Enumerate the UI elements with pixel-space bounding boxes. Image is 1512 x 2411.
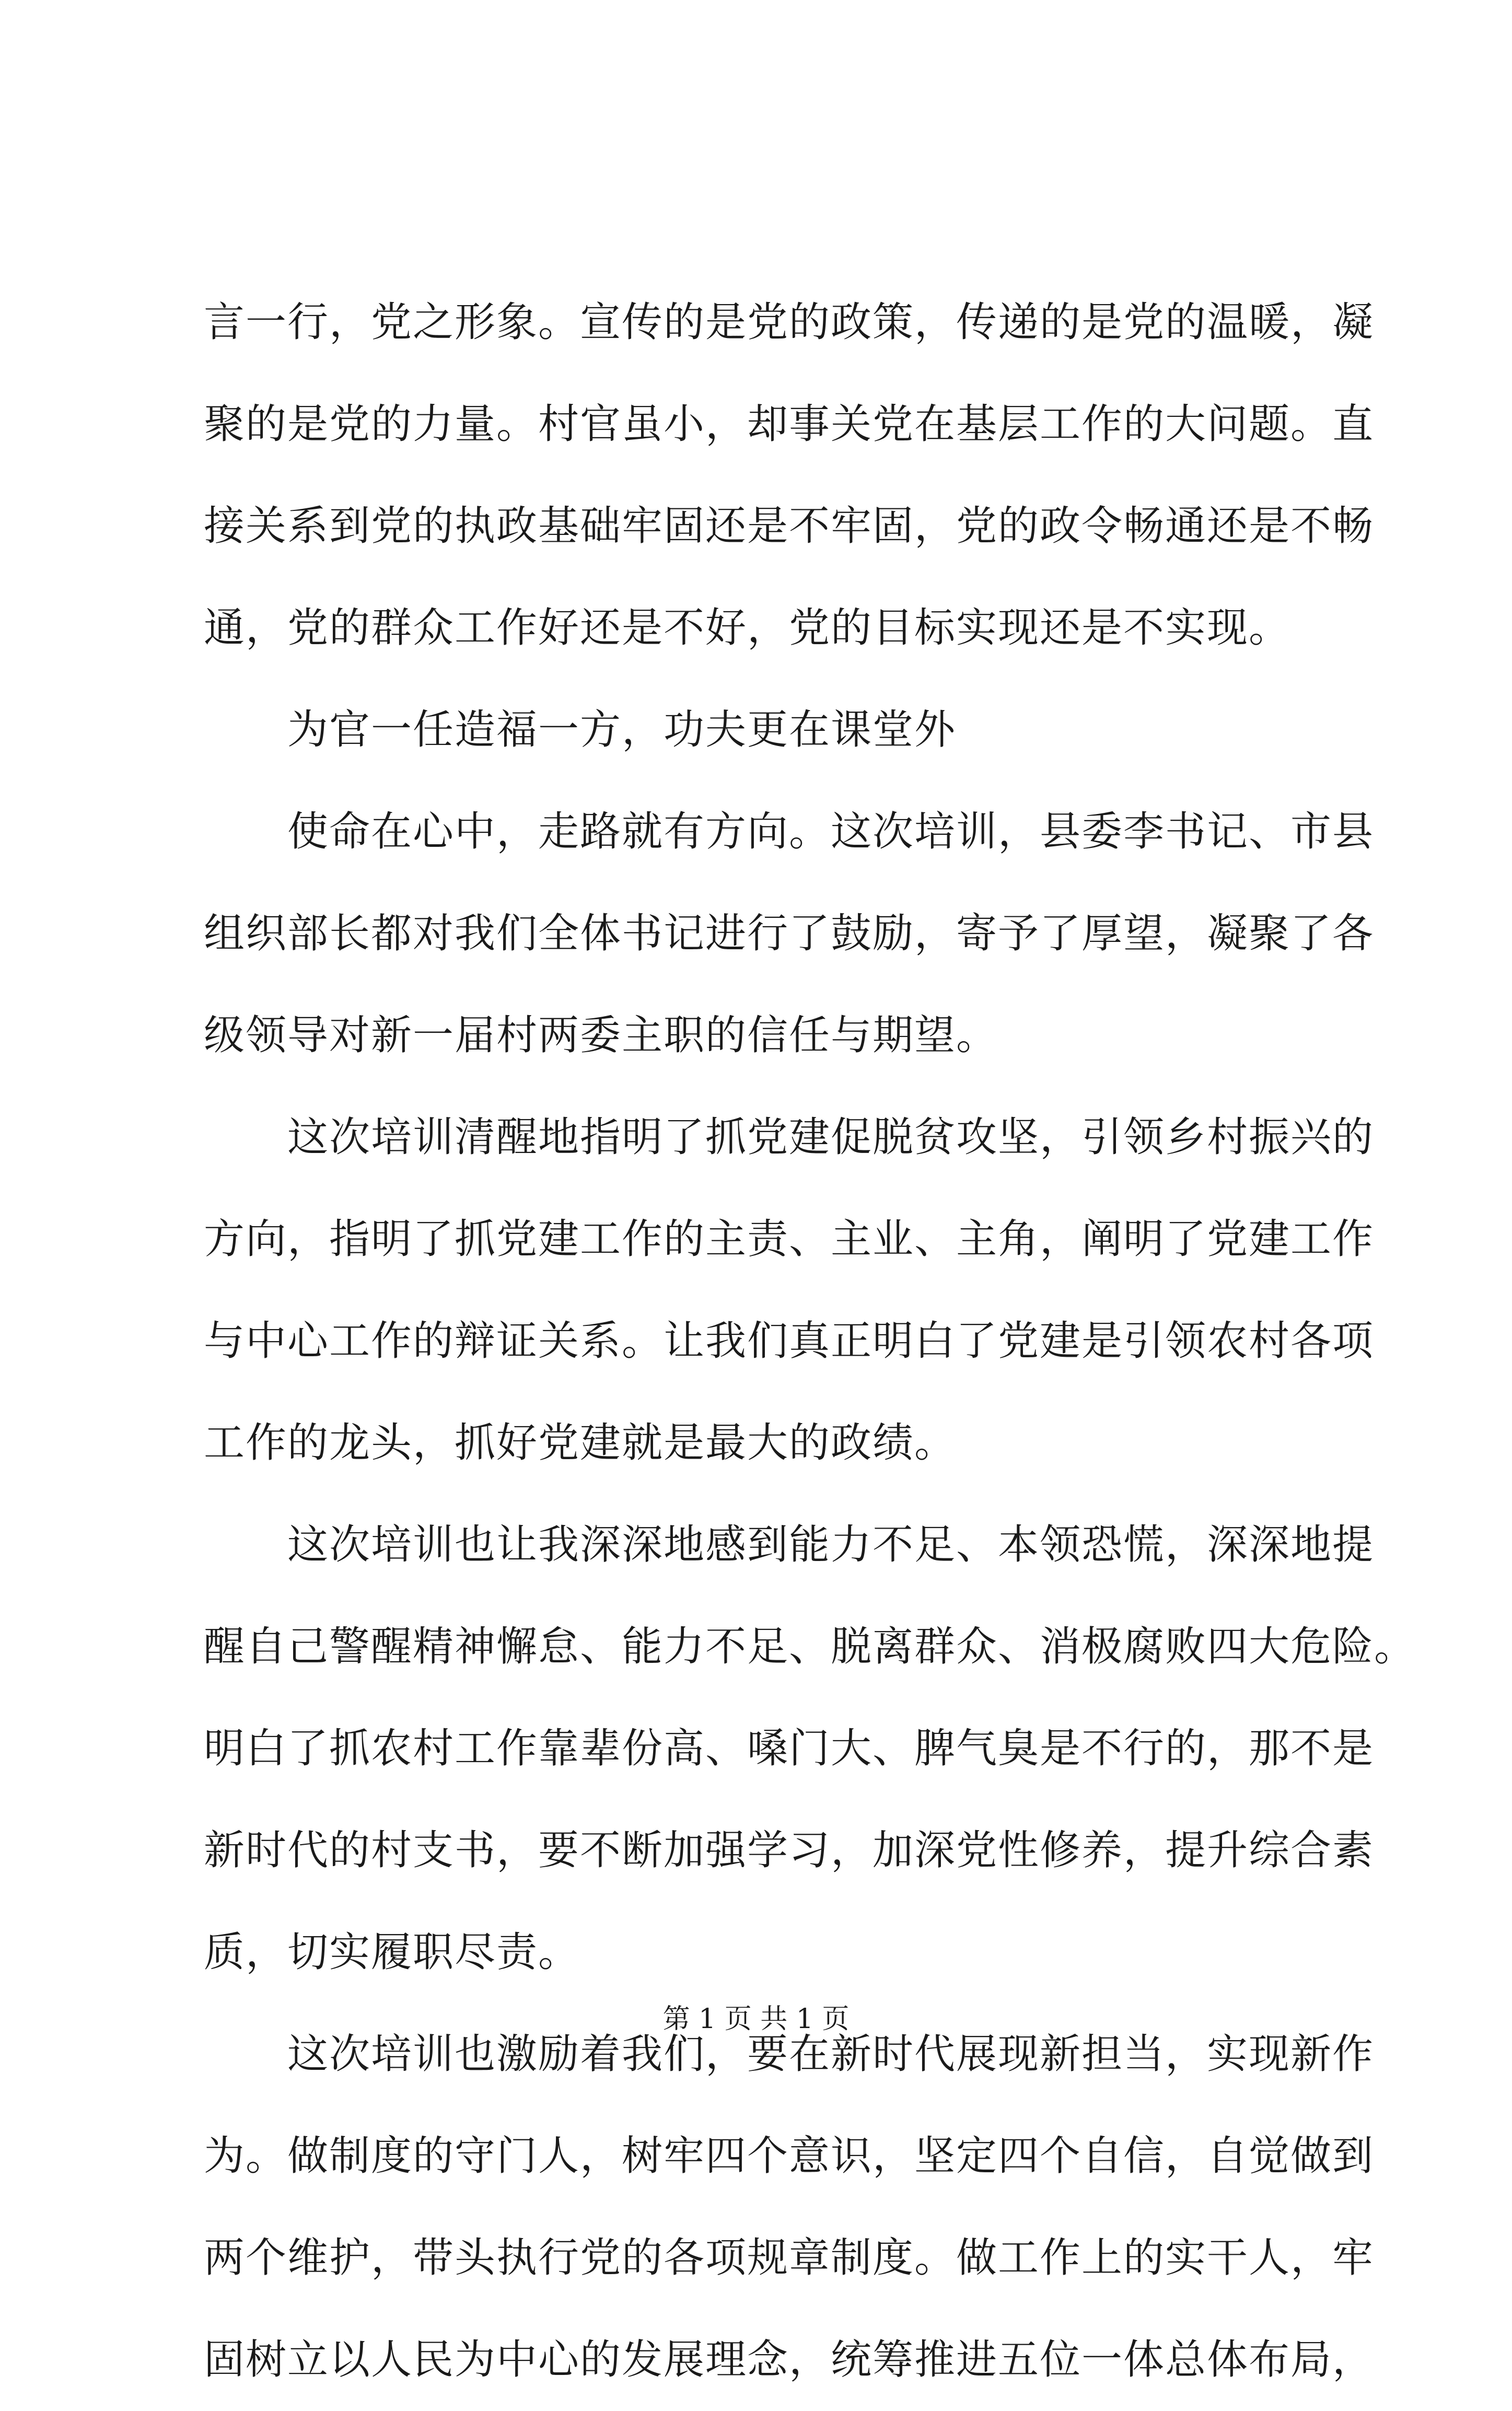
text-line: 使命在心中，走路就有方向。这次培训，县委李书记、市县 — [204, 808, 1375, 855]
text-line: 明白了抓农村工作靠辈份高、嗓门大、脾气臭是不行的，那不是 — [204, 1725, 1375, 1772]
text-line: 与中心工作的辩证关系。让我们真正明白了党建是引领农村各项 — [204, 1318, 1375, 1365]
text-line: 级领导对新一届村两委主职的信任与期望。 — [204, 1012, 998, 1059]
text-line: 为。做制度的守门人，树牢四个意识，坚定四个自信，自觉做到 — [204, 2133, 1375, 2180]
text-line: 新时代的村支书，要不断加强学习，加深党性修养，提升综合素 — [204, 1827, 1375, 1874]
text-line: 这次培训清醒地指明了抓党建促脱贫攻坚，引领乡村振兴的 — [204, 1114, 1375, 1161]
page-number-footer: 第 1 页 共 1 页 — [662, 2004, 850, 2035]
text-line: 聚的是党的力量。村官虽小，却事关党在基层工作的大问题。直 — [204, 401, 1375, 448]
text-line: 工作的龙头，抓好党建就是最大的政绩。 — [204, 1419, 957, 1466]
text-line: 接关系到党的执政基础牢固还是不牢固，党的政令畅通还是不畅 — [204, 503, 1375, 550]
text-line: 固树立以人民为中心的发展理念，统筹推进五位一体总体布局， — [204, 2336, 1375, 2383]
body-text — [204, 272, 1416, 2411]
text-line: 质，切实履职尽责。 — [204, 1929, 580, 1976]
text-line: 两个维护，带头执行党的各项规章制度。做工作上的实干人，牢 — [204, 2234, 1375, 2281]
text-line: 言一行，党之形象。宣传的是党的政策，传递的是党的温暖，凝 — [204, 299, 1375, 346]
text-line: 方向，指明了抓党建工作的主责、主业、主角，阐明了党建工作 — [204, 1216, 1375, 1263]
text-line: 这次培训也让我深深地感到能力不足、本领恐慌，深深地提 — [204, 1521, 1375, 1568]
section-heading: 为官一任造福一方，功夫更在课堂外 — [204, 706, 957, 753]
text-line: 醒自己警醒精神懈怠、能力不足、脱离群众、消极腐败四大危险。 — [204, 1623, 1416, 1670]
text-line: 这次培训也激励着我们，要在新时代展现新担当，实现新作 — [204, 2031, 1375, 2078]
text-line: 通，党的群众工作好还是不好，党的目标实现还是不实现。 — [204, 604, 1291, 651]
text-line: 组织部长都对我们全体书记进行了鼓励，寄予了厚望，凝聚了各 — [204, 910, 1375, 957]
